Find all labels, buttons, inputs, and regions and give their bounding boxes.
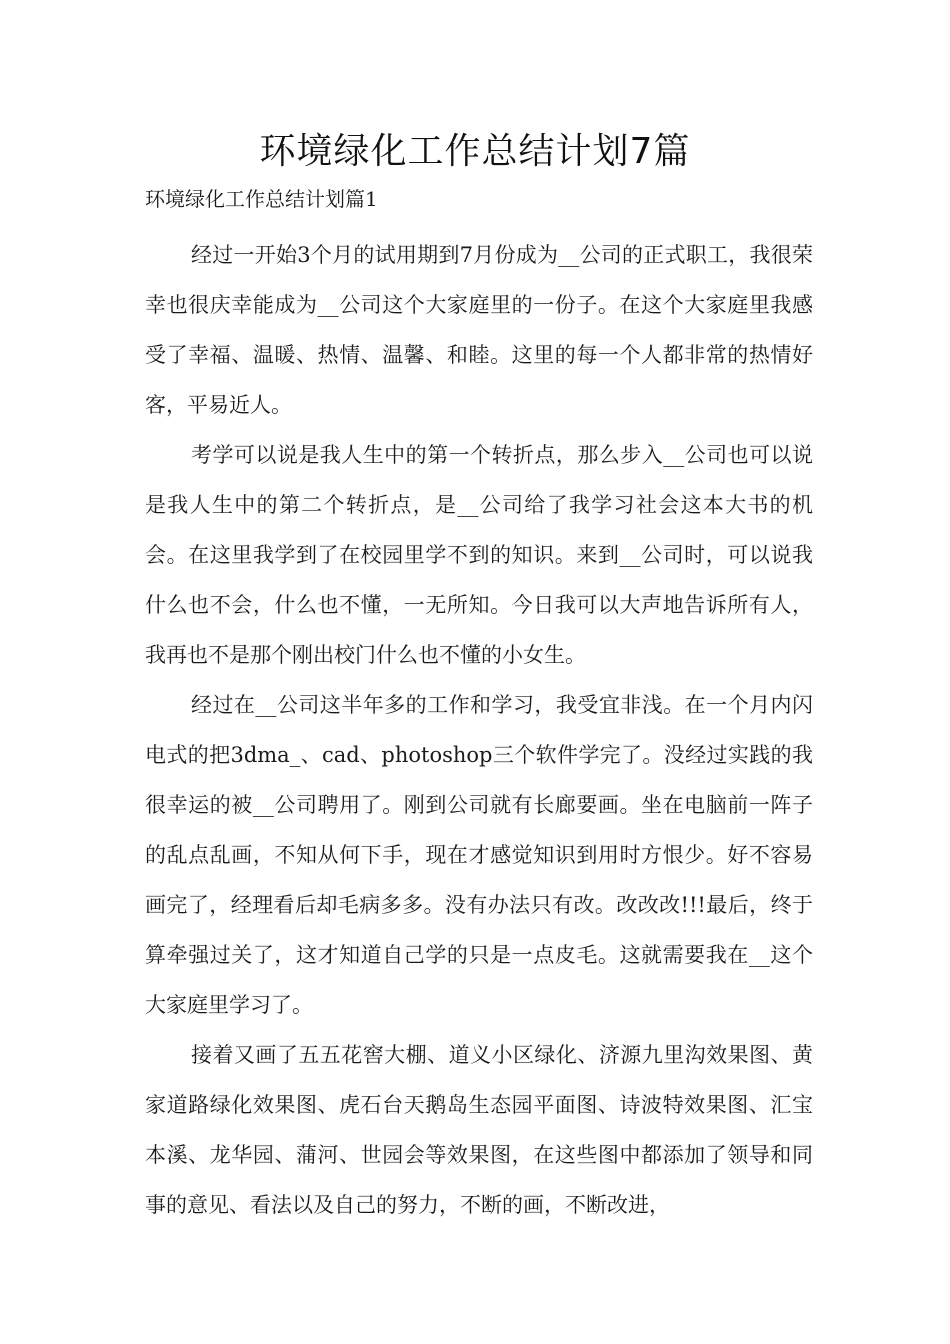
paragraph: 考学可以说是我人生中的第一个转折点，那么步入__公司也可以说是我人生中的第二个转折点，是__公司给了我学习社会这本大书的机会。在这里我学到了在校园里学不到的知识。来到__公司时，可以说我什么也不会，什么也不懂，一无所知。今日我可以大声地告诉所有人，我再也不是那个刚出校门什么也不懂的小女生。 [145, 443, 813, 667]
paragraph: 接着又画了五五花窖大棚、道义小区绿化、济源九里沟效果图、黄家道路绿化效果图、虎石台天鹅岛生态园平面图、诗波特效果图、汇宝本溪、龙华园、蒲河、世园会等效果图，在这些图中都添加了领导和同事的意见、看法以及自己的努力，不断的画，不断改进， [145, 1043, 813, 1217]
paragraph: 经过在__公司这半年多的工作和学习，我受宜非浅。在一个月内闪电式的把3dma_、cad、photoshop三个软件学完了。没经过实践的我很幸运的被__公司聘用了。刚到公司就有长廊要画。坐在电脑前一阵子的乱点乱画，不知从何下手，现在才感觉知识到用时方恨少。好不容易画完了，经理看后却毛病多多。没有办法只有改。改改改!!!最后，终于算牵强过关了，这才知道自己学的只是一点皮毛。这就需要我在__这个大家庭里学习了。 [145, 693, 813, 1017]
section-heading: 环境绿化工作总结计划篇1 [145, 187, 378, 211]
document-body [145, 230, 813, 1230]
paragraph: 经过一开始3个月的试用期到7月份成为__公司的正式职工，我很荣幸也很庆幸能成为__公司这个大家庭里的一份子。在这个大家庭里我感受了幸福、温暖、热情、温馨、和睦。这里的每一个人都非常的热情好客，平易近人。 [145, 243, 813, 417]
document-title: 环境绿化工作总结计划7篇 [259, 131, 691, 172]
